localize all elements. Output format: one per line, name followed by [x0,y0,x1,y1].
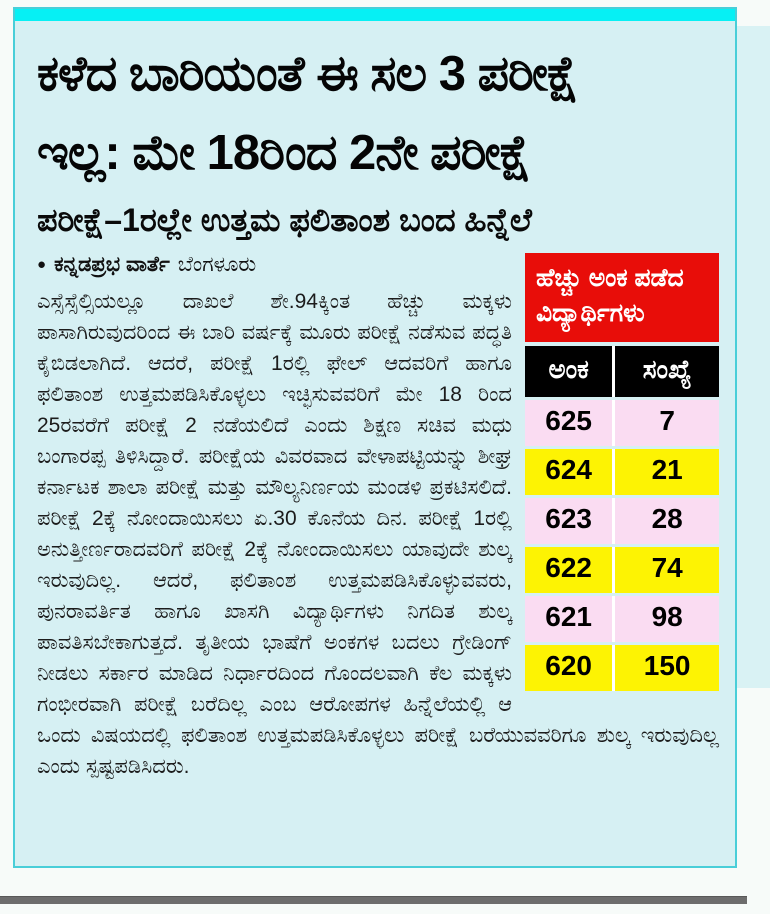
bottom-divider-rule [0,896,747,904]
news-clipping [13,7,737,868]
clipping-content [15,21,735,782]
marks-cell: 623 [545,503,592,534]
byline-source: ಕನ್ನಡಪ್ರಭ ವಾರ್ತೆ [54,253,170,276]
table-row [525,400,719,446]
headline-line-2: ಇಲ್ಲ: ಮೇ 18ರಿಂದ 2ನೇ ಪರೀಕ್ಷೆ [37,126,531,180]
scan-edge-artifact [736,26,770,688]
top-accent-strip [15,9,735,21]
marks-cell: 620 [545,650,592,681]
count-cell: 150 [612,645,719,691]
marks-cell: 622 [545,552,592,583]
marks-cell: 621 [545,601,592,632]
table-row [525,547,719,593]
count-cell: 7 [612,400,719,446]
count-cell: 21 [612,449,719,495]
table-title-line-1: ಹೆಚ್ಚು ಅಂಕ ಪಡೆದ [536,264,684,292]
byline-location: ಬೆಂಗಳೂರು [177,253,257,276]
byline-bullet-icon: ● [37,256,47,273]
table-row [525,449,719,495]
table-row [525,498,719,544]
article-body: ಎಸ್ಸೆಸ್ಸೆಲ್ಸಿಯಲ್ಲೂ ದಾಖಲೆ ಶೇ.94ಕ್ಕಿಂತ ಹೆಚ್ಚು ಮಕ್ಕಳು ಪಾಸಾಗಿರುವುದರಿಂದ ಈ ಬಾರಿ ವರ್ಷಕ್ಕೆ ಮೂರು ಪರೀಕ್ಷೆ ನಡೆಸುವ ಪದ್ಧತಿ ಕೈಬಿಡಲಾಗಿದೆ. ಆದರೆ, ಪರೀಕ್ಷೆ 1ರಲ್ಲಿ ಫೇಲ್ ಆದವರಿಗೆ ಹಾಗೂ ಫಲಿತಾಂಶ ಉತ್ತಮಪಡಿಸಿಕೊಳ್ಳಲು ಇಚ್ಛಿಸುವವರಿಗೆ ಮೇ 18 ರಿಂದ 25ರವರೆಗೆ ಪರೀಕ್ಷೆ 2 ನಡೆಯಲಿದೆ ಎಂದು ಶಿಕ್ಷಣ ಸಚಿವ ಮಧು ಬಂಗಾರಪ್ಪ ತಿಳಿಸಿದ್ದಾರೆ. ಪರೀಕ್ಷೆಯ ವಿವರವಾದ ವೇಳಾಪಟ್ಟಿಯನ್ನು ಶೀಘ್ರ ಕರ್ನಾಟಕ ಶಾಲಾ ಪರೀಕ್ಷೆ ಮತ್ತು ಮೌಲ್ಯನಿರ್ಣಯ ಮಂಡಳಿ ಪ್ರಕಟಿಸಲಿದೆ. ಪರೀಕ್ಷೆ 2ಕ್ಕೆ ನೋಂದಾಯಿಸಲು ಏ.30 ಕೊನೆಯ ದಿನ. ಪರೀಕ್ಷೆ 1ರಲ್ಲಿ ಅನುತ್ತೀರ್ಣರಾದವರಿಗೆ ಪರೀಕ್ಷೆ 2ಕ್ಕೆ ನೋಂದಾಯಿಸಲು ಯಾವುದೇ ಶುಲ್ಕ ಇರುವುದಿಲ್ಲ. ಆದರೆ, ಫಲಿತಾಂಶ ಉತ್ತಮಪಡಿಸಿಕೊಳ್ಳುವವರು, ಪುನರಾವರ್ತಿತ ಹಾಗೂ ಖಾಸಗಿ ವಿದ್ಯಾರ್ಥಿಗಳು ನಿಗದಿತ ಶುಲ್ಕ ಪಾವತಿಸಬೇಕಾಗುತ್ತದೆ. ತೃತೀಯ ಭಾಷೆಗೆ ಅಂಕಗಳ ಬದಲು ಗ್ರೇಡಿಂಗ್ ನೀಡಲು ಸರ್ಕಾರ ಮಾಡಿದ ನಿರ್ಧಾರದಿಂದ ಗೊಂದಲವಾಗಿ ಕೆಲ ಮಕ್ಕಳು ಗಂಭೀರವಾಗಿ ಪರೀಕ್ಷೆ ಬರೆದಿಲ್ಲ ಎಂಬ ಆರೋಪಗಳ ಹಿನ್ನೆಲೆಯಲ್ಲಿ ಆ ಒಂದು ವಿಷಯದಲ್ಲಿ ಫಲಿತಾಂಶ ಉತ್ತಮಪಡಿಸಿಕೊಳ್ಳಲು ಪರೀಕ್ಷೆ ಬರೆಯುವವರಿಗೂ ಶುಲ್ಕ ಇರುವುದಿಲ್ಲ ಎಂದು ಸ್ಪಷ್ಟಪಡಿಸಿದರು. [37,290,719,778]
table-row [525,596,719,642]
table-header-marks: ಅಂಕ [548,354,589,384]
headline-line-1: ಕಳೆದ ಬಾರಿಯಂತೆ ಈ ಸಲ 3 ಪರೀಕ್ಷೆ [37,47,578,101]
count-cell: 74 [612,547,719,593]
count-cell: 98 [612,596,719,642]
marks-cell: 624 [545,454,592,485]
subheadline: ಪರೀಕ್ಷೆ–1ರಲ್ಲೇ ಉತ್ತಮ ಫಲಿತಾಂಶ ಬಂದ ಹಿನ್ನೆಲೆ [37,202,532,238]
high-score-table [525,253,719,691]
marks-cell: 625 [545,405,592,436]
headline [37,35,719,193]
table-title-line-2: ವಿದ್ಯಾರ್ಥಿಗಳು [536,299,645,327]
table-header-row [525,346,719,397]
table-header-count: ಸಂಖ್ಯೆ [612,346,719,397]
count-cell: 28 [612,498,719,544]
table-title [525,253,719,342]
table-row [525,645,719,691]
article [37,253,719,782]
